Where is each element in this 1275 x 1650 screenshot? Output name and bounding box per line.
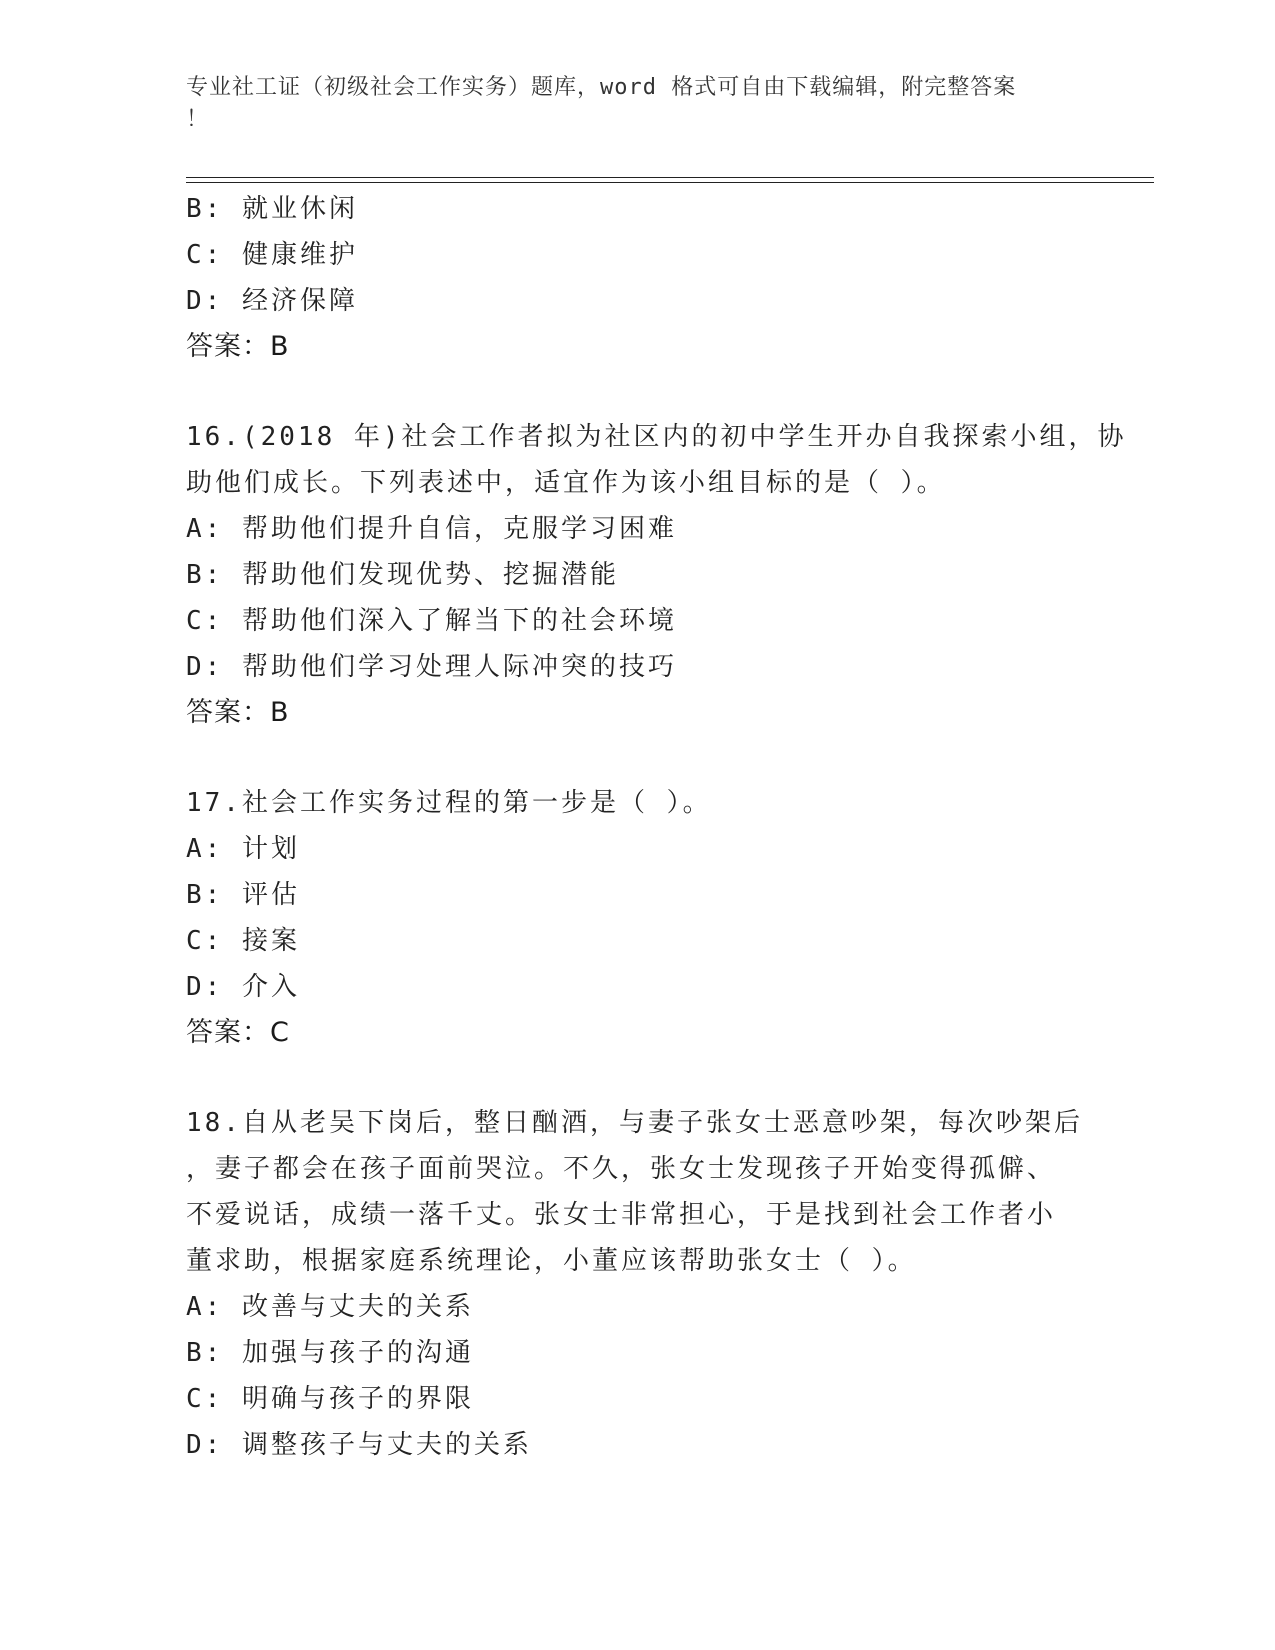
header-title-line1: 专业社工证（初级社会工作实务）题库，word 格式可自由下载编辑，附完整答案	[186, 75, 1017, 100]
question-16	[186, 414, 1127, 736]
option-b: B: 帮助他们发现优势、挖掘潜能	[186, 560, 619, 590]
answer-label: 答案：B	[186, 331, 290, 362]
header-title-line2: ！	[186, 107, 210, 132]
spacer	[186, 1056, 1086, 1100]
header-divider-top	[186, 177, 1154, 178]
option-c: C: 明确与孩子的界限	[186, 1384, 474, 1414]
answer-label: 答案：B	[186, 697, 290, 728]
question-17-text-line1: 17.社会工作实务过程的第一步是（ ）。	[186, 788, 712, 818]
question-15-continuation	[186, 186, 1086, 370]
option-d: D: 帮助他们学习处理人际冲突的技巧	[186, 652, 677, 682]
answer-label: 答案：C	[186, 1017, 290, 1048]
question-18-text-line1: 18.自从老吴下岗后，整日酗酒，与妻子张女士恶意吵架，每次吵架后	[186, 1108, 1083, 1138]
option-a: A: 帮助他们提升自信，克服学习困难	[186, 514, 677, 544]
option-b: B: 加强与孩子的沟通	[186, 1338, 474, 1368]
spacer	[186, 370, 1086, 414]
question-17	[186, 780, 1086, 1056]
option-b: B: 就业休闲	[186, 194, 358, 224]
spacer	[186, 736, 1086, 780]
option-c: C: 接案	[186, 926, 300, 956]
option-d: D: 经济保障	[186, 286, 358, 316]
option-a: A: 计划	[186, 834, 300, 864]
question-18	[186, 1100, 1086, 1468]
option-d: D: 介入	[186, 972, 300, 1002]
question-16-text-line1: 16.(2018 年)社会工作者拟为社区内的初中学生开办自我探索小组，协	[186, 422, 1127, 452]
document-body	[186, 186, 1127, 1468]
document-header	[186, 72, 1086, 136]
option-b: B: 评估	[186, 880, 300, 910]
question-18-text-line4: 董求助，根据家庭系统理论，小董应该帮助张女士（ ）。	[186, 1246, 917, 1276]
option-d: D: 调整孩子与丈夫的关系	[186, 1430, 532, 1460]
question-16-text-line2: 助他们成长。下列表述中，适宜作为该小组目标的是（ ）。	[186, 468, 946, 498]
header-divider-bottom	[186, 182, 1154, 183]
question-18-text-line2: ，妻子都会在孩子面前哭泣。不久，张女士发现孩子开始变得孤僻、	[186, 1154, 1057, 1184]
option-c: C: 帮助他们深入了解当下的社会环境	[186, 606, 677, 636]
question-18-text-line3: 不爱说话，成绩一落千丈。张女士非常担心，于是找到社会工作者小	[186, 1200, 1057, 1230]
option-a: A: 改善与丈夫的关系	[186, 1292, 474, 1322]
option-c: C: 健康维护	[186, 240, 358, 270]
